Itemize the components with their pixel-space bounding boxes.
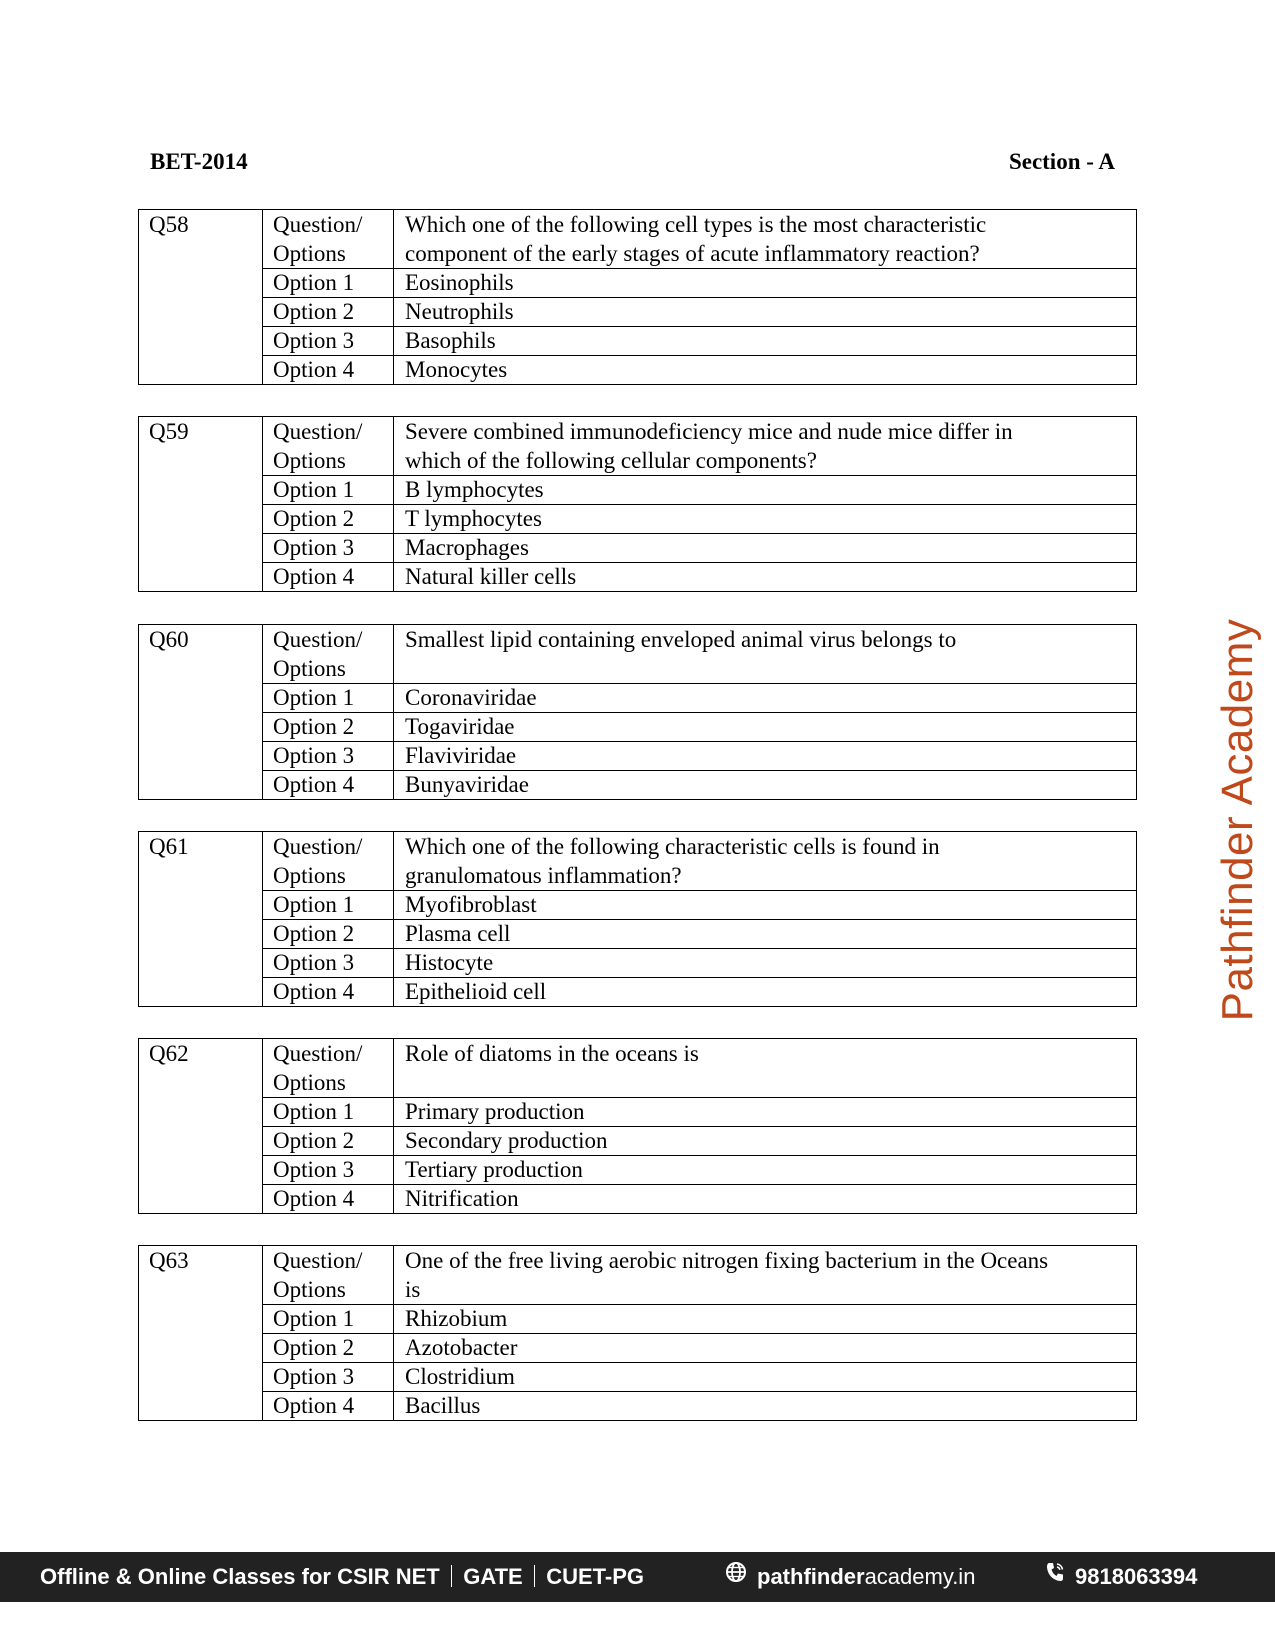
question-text: Which one of the following characteristic cells is found in granulomatous inflammation? bbox=[394, 832, 1137, 891]
globe-icon bbox=[725, 1551, 747, 1601]
option-text: Tertiary production bbox=[394, 1156, 1137, 1185]
question-options-label: Question/ Options bbox=[263, 1246, 394, 1305]
footer-phone[interactable] bbox=[1045, 1552, 1197, 1602]
footer-classes-text: Offline & Online Classes for CSIR NET bbox=[40, 1564, 440, 1589]
option-text: Rhizobium bbox=[394, 1305, 1137, 1334]
option-text: B lymphocytes bbox=[394, 476, 1137, 505]
footer-separator bbox=[534, 1565, 536, 1587]
option-label: Option 4 bbox=[263, 978, 394, 1007]
option-text: Azotobacter bbox=[394, 1334, 1137, 1363]
question-number: Q59 bbox=[139, 417, 263, 592]
option-text: Myofibroblast bbox=[394, 891, 1137, 920]
question-block bbox=[138, 624, 1137, 800]
option-label: Option 1 bbox=[263, 1098, 394, 1127]
footer-cuet: CUET-PG bbox=[546, 1564, 645, 1589]
option-text: T lymphocytes bbox=[394, 505, 1137, 534]
question-number: Q61 bbox=[139, 832, 263, 1007]
option-label: Option 2 bbox=[263, 505, 394, 534]
option-text: Plasma cell bbox=[394, 920, 1137, 949]
question-text: Smallest lipid containing enveloped animal virus belongs to bbox=[394, 625, 1137, 684]
question-block bbox=[138, 1038, 1137, 1214]
question-options-label: Question/ Options bbox=[263, 1039, 394, 1098]
question-block bbox=[138, 209, 1137, 385]
question-options-label: Question/ Options bbox=[263, 625, 394, 684]
option-text: Secondary production bbox=[394, 1127, 1137, 1156]
document-code: BET-2014 bbox=[150, 149, 248, 174]
option-label: Option 1 bbox=[263, 891, 394, 920]
option-text: Eosinophils bbox=[394, 269, 1137, 298]
option-text: Bacillus bbox=[394, 1392, 1137, 1421]
option-text: Histocyte bbox=[394, 949, 1137, 978]
option-label: Option 4 bbox=[263, 356, 394, 385]
option-text: Coronaviridae bbox=[394, 684, 1137, 713]
question-block bbox=[138, 416, 1137, 592]
option-label: Option 4 bbox=[263, 563, 394, 592]
option-label: Option 4 bbox=[263, 1185, 394, 1214]
option-text: Clostridium bbox=[394, 1363, 1137, 1392]
option-label: Option 1 bbox=[263, 1305, 394, 1334]
footer-website[interactable] bbox=[725, 1552, 975, 1602]
question-number: Q60 bbox=[139, 625, 263, 800]
option-text: Basophils bbox=[394, 327, 1137, 356]
option-label: Option 2 bbox=[263, 713, 394, 742]
footer-separator bbox=[451, 1565, 453, 1587]
option-label: Option 2 bbox=[263, 920, 394, 949]
option-text: Nitrification bbox=[394, 1185, 1137, 1214]
question-text: One of the free living aerobic nitrogen fixing bacterium in the Oceans is bbox=[394, 1246, 1137, 1305]
question-number: Q62 bbox=[139, 1039, 263, 1214]
option-label: Option 3 bbox=[263, 534, 394, 563]
question-number: Q63 bbox=[139, 1246, 263, 1421]
option-label: Option 2 bbox=[263, 1127, 394, 1156]
question-block bbox=[138, 831, 1137, 1007]
option-label: Option 1 bbox=[263, 476, 394, 505]
option-label: Option 4 bbox=[263, 771, 394, 800]
option-text: Neutrophils bbox=[394, 298, 1137, 327]
option-label: Option 3 bbox=[263, 1156, 394, 1185]
option-text: Primary production bbox=[394, 1098, 1137, 1127]
phone-icon bbox=[1045, 1551, 1065, 1601]
footer-site-bold: pathfinder bbox=[757, 1564, 865, 1589]
option-label: Option 3 bbox=[263, 1363, 394, 1392]
footer-gate: GATE bbox=[463, 1564, 523, 1589]
option-text: Epithelioid cell bbox=[394, 978, 1137, 1007]
option-label: Option 4 bbox=[263, 1392, 394, 1421]
question-options-label: Question/ Options bbox=[263, 210, 394, 269]
option-label: Option 3 bbox=[263, 949, 394, 978]
option-text: Togaviridae bbox=[394, 713, 1137, 742]
question-text: Severe combined immunodeficiency mice and nude mice differ in which of the following cellular components? bbox=[394, 417, 1137, 476]
question-options-label: Question/ Options bbox=[263, 832, 394, 891]
question-options-label: Question/ Options bbox=[263, 417, 394, 476]
option-label: Option 3 bbox=[263, 742, 394, 771]
footer-classes bbox=[40, 1552, 644, 1602]
option-text: Macrophages bbox=[394, 534, 1137, 563]
option-text: Monocytes bbox=[394, 356, 1137, 385]
option-label: Option 1 bbox=[263, 684, 394, 713]
section-label: Section - A bbox=[1008, 149, 1115, 174]
footer-phone-number: 9818063394 bbox=[1075, 1564, 1198, 1589]
footer-site-light: academy.in bbox=[864, 1564, 976, 1589]
footer-banner bbox=[0, 1552, 1275, 1602]
watermark: Pathfinder Academy bbox=[1213, 618, 1262, 1022]
option-label: Option 1 bbox=[263, 269, 394, 298]
option-text: Bunyaviridae bbox=[394, 771, 1137, 800]
option-label: Option 2 bbox=[263, 298, 394, 327]
option-text: Natural killer cells bbox=[394, 563, 1137, 592]
option-label: Option 3 bbox=[263, 327, 394, 356]
question-text: Which one of the following cell types is the most characteristic component of the early stages of acute inflammatory reaction? bbox=[394, 210, 1137, 269]
option-text: Flaviviridae bbox=[394, 742, 1137, 771]
question-block bbox=[138, 1245, 1137, 1421]
option-label: Option 2 bbox=[263, 1334, 394, 1363]
question-text: Role of diatoms in the oceans is bbox=[394, 1039, 1137, 1098]
question-number: Q58 bbox=[139, 210, 263, 385]
